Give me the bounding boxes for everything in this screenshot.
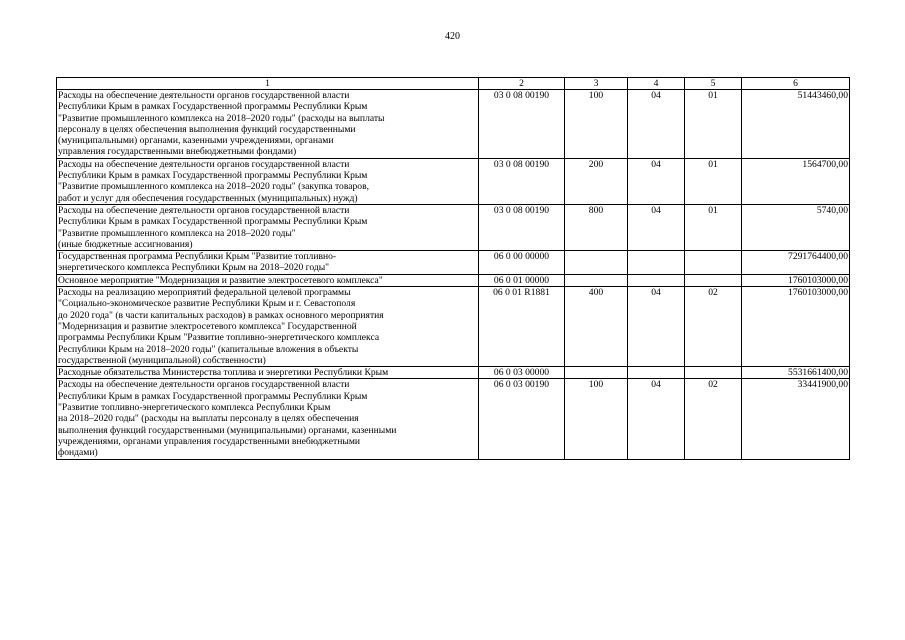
program-code: 03 0 08 00190 xyxy=(479,204,565,250)
subsection-code: 01 xyxy=(685,90,742,159)
table-row xyxy=(57,274,850,286)
subsection-code: 01 xyxy=(685,204,742,250)
page-number: 420 xyxy=(445,31,460,42)
program-code: 06 0 01 00000 xyxy=(479,274,565,286)
subsection-code: 01 xyxy=(685,158,742,204)
table-row xyxy=(57,90,850,159)
column-header: 1 xyxy=(57,78,479,90)
section-code: 04 xyxy=(628,287,685,367)
amount: 1564700,00 xyxy=(742,158,850,204)
table-row xyxy=(57,367,850,379)
program-code: 06 0 03 00000 xyxy=(479,367,565,379)
expense-type-code xyxy=(565,251,628,275)
column-header: 6 xyxy=(742,78,850,90)
row-description: Расходные обязательства Министерства топлива и энергетики Республики Крым xyxy=(57,367,479,379)
expense-type-code xyxy=(565,367,628,379)
program-code: 06 0 01 R1881 xyxy=(479,287,565,367)
expense-type-code xyxy=(565,274,628,286)
section-code: 04 xyxy=(628,158,685,204)
amount: 33441900,00 xyxy=(742,379,850,459)
program-code: 06 0 00 00000 xyxy=(479,251,565,275)
expense-type-code: 100 xyxy=(565,90,628,159)
section-code: 04 xyxy=(628,379,685,459)
section-code xyxy=(628,251,685,275)
program-code: 03 0 08 00190 xyxy=(479,158,565,204)
expense-type-code: 200 xyxy=(565,158,628,204)
row-description: Расходы на обеспечение деятельности органов государственной власти Республики Крым в рамках Государственной программы Республики Крым "Развитие промышленного комплекса на 2018–2020 годы" (расходы на выплаты персоналу в целях обеспечения выполнения функций государственными (муниципальными) органами, казенными учреждениями, органами управления государственными внебюджетными фондами) xyxy=(57,90,479,159)
column-header: 2 xyxy=(479,78,565,90)
row-description: Основное мероприятие "Модернизация и развитие электросетевого комплекса" xyxy=(57,274,479,286)
table-row xyxy=(57,251,850,275)
section-code: 04 xyxy=(628,204,685,250)
section-code: 04 xyxy=(628,90,685,159)
table-row xyxy=(57,379,850,459)
row-description: Расходы на обеспечение деятельности органов государственной власти Республики Крым в рамках Государственной программы Республики Крым "Развитие топливно-энергетического комплекса Республики Крым на 2018–2020 годы" (расходы на выплаты персоналу в целях обеспечения выполнения функций государственными (муниципальными) органами, казенными учреждениями, органами управления государственными внебюджетными фондами) xyxy=(57,379,479,459)
amount: 51443460,00 xyxy=(742,90,850,159)
subsection-code: 02 xyxy=(685,287,742,367)
amount: 1760103000,00 xyxy=(742,274,850,286)
subsection-code xyxy=(685,274,742,286)
table-row xyxy=(57,287,850,367)
subsection-code: 02 xyxy=(685,379,742,459)
amount: 1760103000,00 xyxy=(742,287,850,367)
column-header: 3 xyxy=(565,78,628,90)
column-header: 5 xyxy=(685,78,742,90)
row-description: Расходы на реализацию мероприятий федеральной целевой программы "Социально-экономическое развитие Республики Крым и г. Севастополя до 2020 года" (в части капитальных расходов) в рамках основного мероприятия "Модернизация и развитие электросетевого комплекса" Государственной программы Республики Крым "Развитие топливно-энергетического комплекса Республики Крым на 2018–2020 годы" (капитальные вложения в объекты государственной (муниципальной) собственности) xyxy=(57,287,479,367)
column-header: 4 xyxy=(628,78,685,90)
amount: 5740,00 xyxy=(742,204,850,250)
expense-type-code: 400 xyxy=(565,287,628,367)
subsection-code xyxy=(685,367,742,379)
table-row xyxy=(57,204,850,250)
expense-type-code: 100 xyxy=(565,379,628,459)
table-row xyxy=(57,158,850,204)
amount: 5531661400,00 xyxy=(742,367,850,379)
table-header-row xyxy=(57,78,850,90)
budget-table xyxy=(56,77,850,460)
section-code xyxy=(628,274,685,286)
subsection-code xyxy=(685,251,742,275)
program-code: 06 0 03 00190 xyxy=(479,379,565,459)
row-description: Государственная программа Республики Крым "Развитие топливно- энергетического комплекса Республики Крым на 2018–2020 годы" xyxy=(57,251,479,275)
program-code: 03 0 08 00190 xyxy=(479,90,565,159)
amount: 7291764400,00 xyxy=(742,251,850,275)
row-description: Расходы на обеспечение деятельности органов государственной власти Республики Крым в рамках Государственной программы Республики Крым "Развитие промышленного комплекса на 2018–2020 годы" (закупка товаров, работ и услуг для обеспечения государственных (муниципальных) нужд) xyxy=(57,158,479,204)
expense-type-code: 800 xyxy=(565,204,628,250)
section-code xyxy=(628,367,685,379)
row-description: Расходы на обеспечение деятельности органов государственной власти Республики Крым в рамках Государственной программы Республики Крым "Развитие промышленного комплекса на 2018–2020 годы" (иные бюджетные ассигнования) xyxy=(57,204,479,250)
